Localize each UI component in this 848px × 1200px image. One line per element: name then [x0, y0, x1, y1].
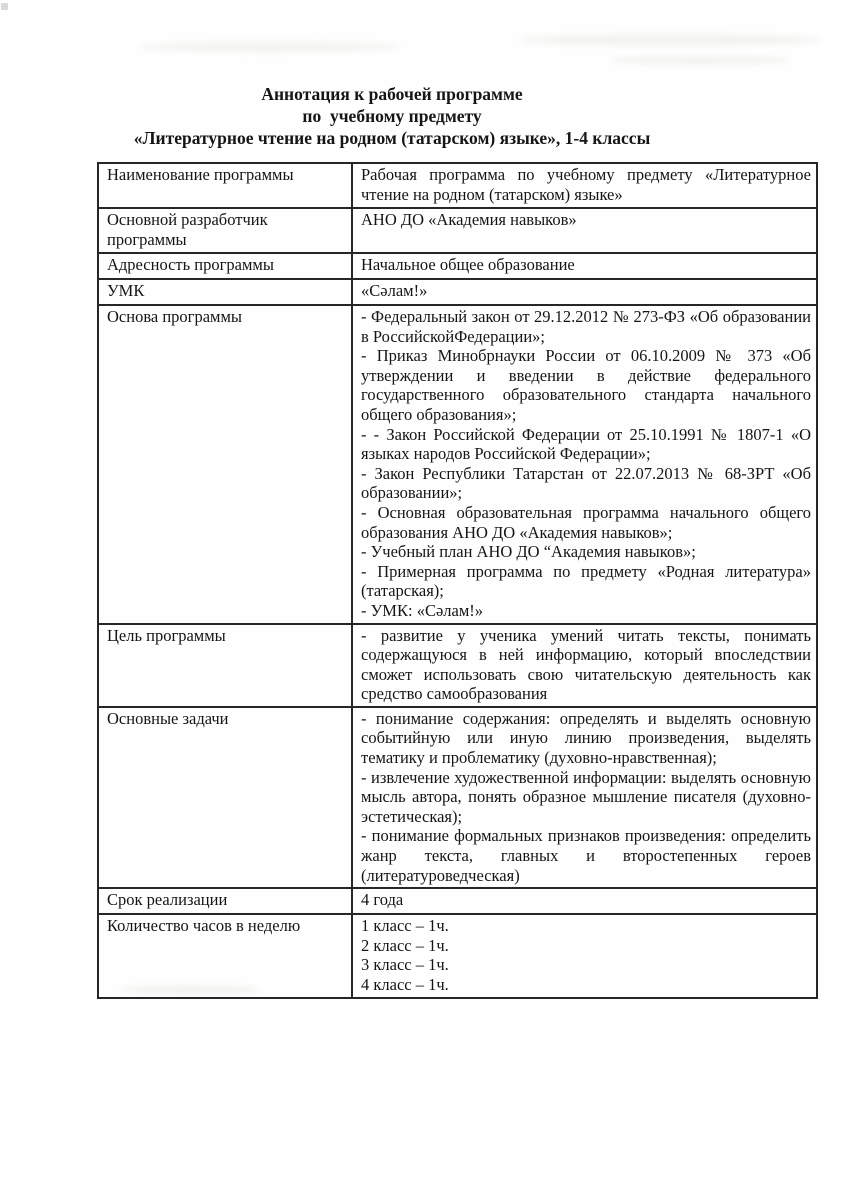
row-value: «Сәлам!» — [352, 279, 817, 305]
row-value: Рабочая программа по учебному предмету «Литературное чтение на родном (татарском) языке» — [352, 163, 817, 208]
row-label: Адресность программы — [98, 253, 352, 279]
table-row-duration — [98, 888, 817, 914]
row-label: Основа программы — [98, 305, 352, 624]
row-value: - развитие у ученика умений читать тексты, понимать содержащуюся в ней информацию, который впоследствии сможет использовать свою читательскую деятельность как средство самообразования — [352, 624, 817, 707]
scan-speck-artifact — [1, 3, 8, 10]
row-label: Основные задачи — [98, 707, 352, 888]
table-row-umk — [98, 279, 817, 305]
table-row-target-audience — [98, 253, 817, 279]
row-value: Начальное общее образование — [352, 253, 817, 279]
scan-smudge-artifact — [520, 34, 820, 46]
annotation-table — [97, 162, 818, 999]
document-title — [62, 83, 722, 149]
table-row-main-tasks — [98, 707, 817, 888]
row-value: 4 года — [352, 888, 817, 914]
table-row-developer — [98, 208, 817, 253]
title-line-1: Аннотация к рабочей программе — [261, 84, 523, 104]
row-value: АНО ДО «Академия навыков» — [352, 208, 817, 253]
row-label: Наименование программы — [98, 163, 352, 208]
title-line-3: «Литературное чтение на родном (татарском) языке», 1-4 классы — [133, 128, 651, 148]
title-line-2: по учебному предмету — [302, 106, 482, 126]
row-value: - понимание содержания: определять и выделять основную событийную или иную линию произведения, выделять тематику и проблематику (духовно-нравственная); - извлечение художественной информации: выделять основную мысль автора, понять образное мышление писателя (духовно-эстетическая); - понимание формальных признаков произведения: определить жанр текста, главных и второстепенных героев (литературоведческая) — [352, 707, 817, 888]
table-row-program-basis — [98, 305, 817, 624]
scan-smudge-artifact — [140, 42, 400, 52]
row-label: Основной разработчик программы — [98, 208, 352, 253]
row-label: Срок реализации — [98, 888, 352, 914]
row-value: 1 класс – 1ч. 2 класс – 1ч. 3 класс – 1ч. 4 класс – 1ч. — [352, 914, 817, 997]
row-label: Количество часов в неделю — [98, 914, 352, 997]
row-label: Цель программы — [98, 624, 352, 707]
table-row-program-name — [98, 163, 817, 208]
table-row-hours-per-week — [98, 914, 817, 997]
scan-smudge-artifact — [610, 56, 790, 65]
table-row-program-goal — [98, 624, 817, 707]
row-label: УМК — [98, 279, 352, 305]
row-value: - Федеральный закон от 29.12.2012 № 273-ФЗ «Об образовании в РоссийскойФедерации»; - Приказ Минобрнауки России от 06.10.2009 № 373 «Об утверждении и введении в действие федерального государственного образовательного стандарта начального общего образования»; - - Закон Российской Федерации от 25.10.1991 № 1807-1 «О языках народов Российской Федерации»; - Закон Республики Татарстан от 22.07.2013 № 68-ЗРТ «Об образовании»; - Основная образовательная программа начального общего образования АНО ДО «Академия навыков»; - Учебный план АНО ДО “Академия навыков»; - Примерная программа по предмету «Родная литература» (татарская); - УМК: «Сәлам!» — [352, 305, 817, 624]
